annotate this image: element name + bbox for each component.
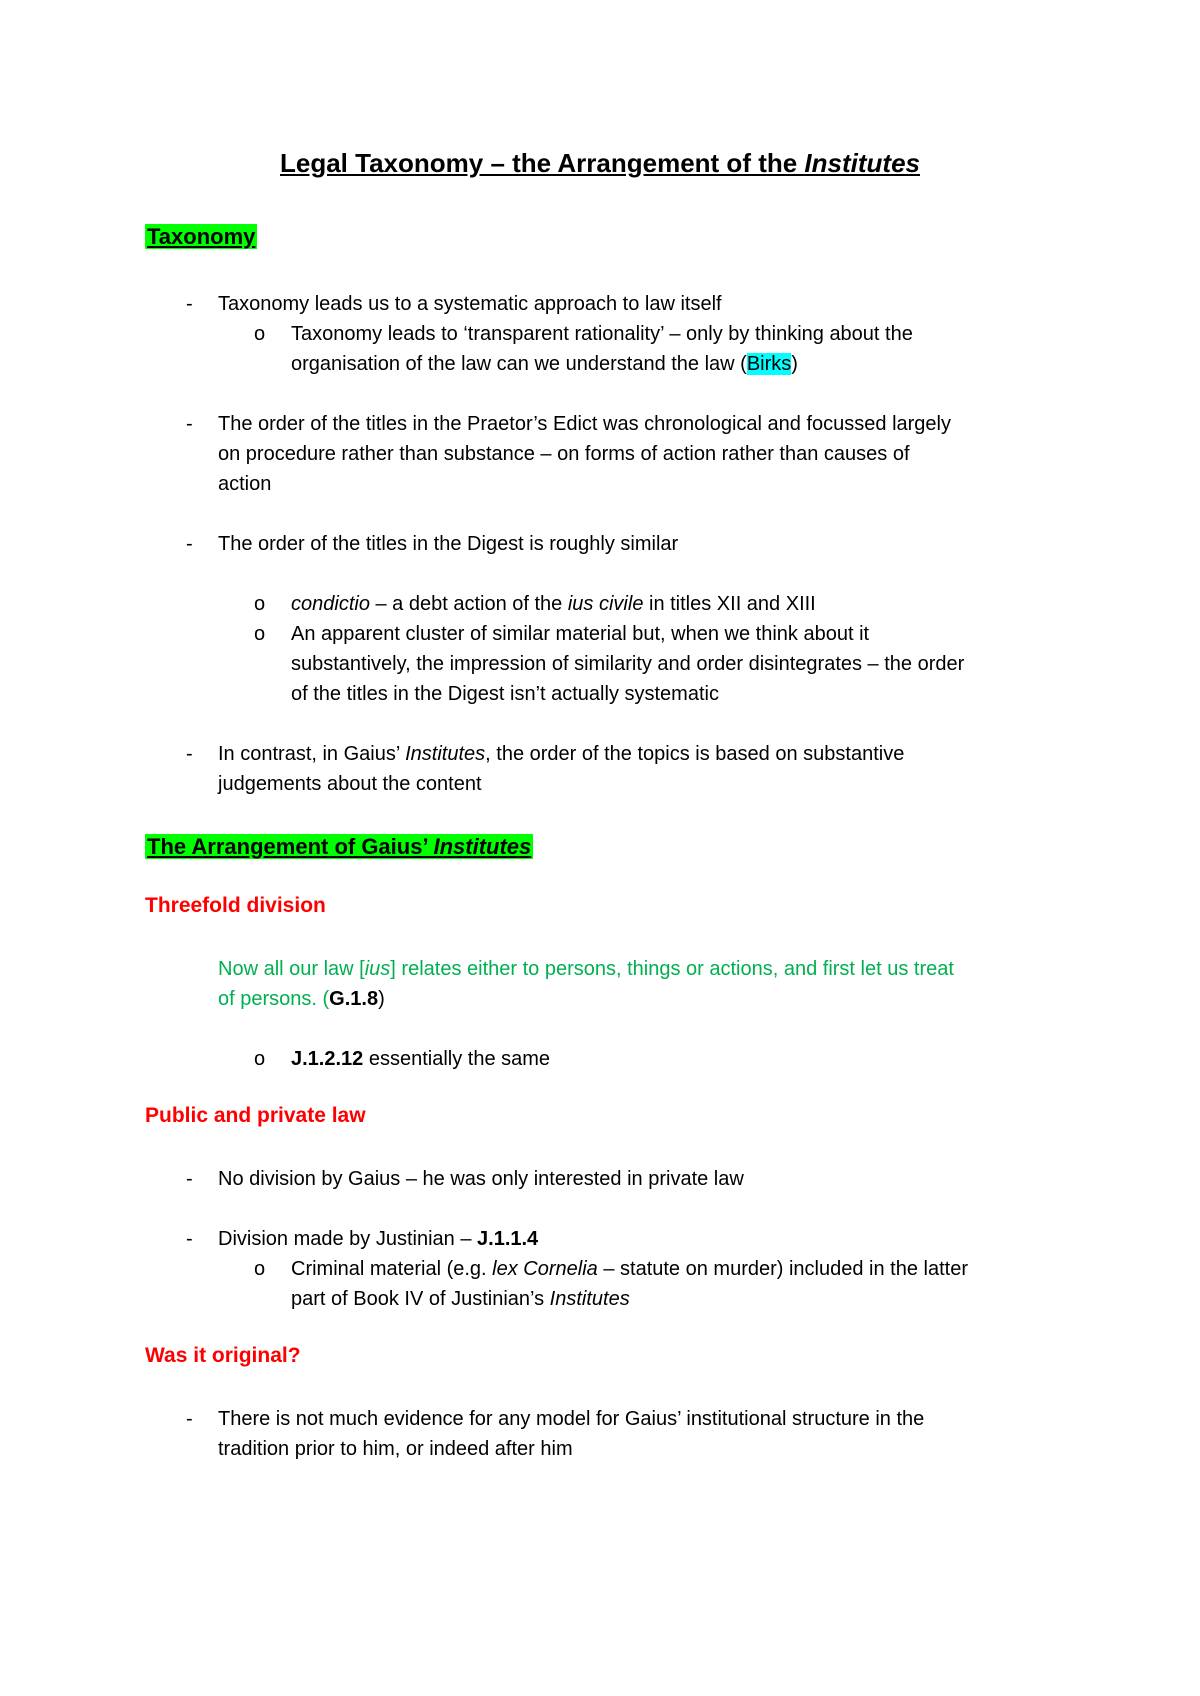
text-run: part of Book IV of Justinian’s <box>291 1288 550 1310</box>
dash-bullet: - <box>186 293 193 315</box>
sub-bullet-text <box>291 1284 630 1314</box>
subheading-public-private: Public and private law <box>145 1104 366 1127</box>
subheading-original: Was it original? <box>145 1344 301 1367</box>
text-run: In contrast, in Gaius’ <box>218 743 406 765</box>
sub-bullet-text: An apparent cluster of similar material but, when we think about it <box>291 623 870 645</box>
text-run: Institutes <box>405 743 486 765</box>
title-italic: Institutes <box>804 148 920 178</box>
sub-bullet-text: of the titles in the Digest isn’t actually systematic <box>291 683 719 705</box>
bullet-text: The order of the titles in the Praetor’s Edict was chronological and focussed largely <box>218 413 951 435</box>
bullet-text: The order of the titles in the Digest is roughly similar <box>218 533 679 555</box>
sub-bullet-text <box>291 1254 968 1284</box>
text-run: ius <box>364 958 391 980</box>
sub-bullet-text: Taxonomy leads to ‘transparent rationality’ – only by thinking about the <box>291 323 913 345</box>
text-run: of persons. ( <box>218 988 330 1010</box>
text-run: The Arrangement of Gaius’ <box>147 834 434 859</box>
bullet-text: judgements about the content <box>218 773 482 795</box>
text-run: – statute on murder) included in the latter <box>597 1258 968 1280</box>
circle-bullet: o <box>254 623 266 645</box>
bullet-text: Taxonomy leads us to a systematic approach to law itself <box>218 293 722 315</box>
citation: G.1.8 <box>329 988 379 1010</box>
bullet-text: action <box>218 473 272 495</box>
citation: J.1.2.12 <box>291 1048 364 1070</box>
circle-bullet: o <box>254 323 266 345</box>
dash-bullet: - <box>186 1168 193 1190</box>
text-run: essentially the same <box>363 1048 551 1070</box>
dash-bullet: - <box>186 1228 193 1250</box>
dash-bullet: - <box>186 1408 193 1430</box>
text-run: Institutes <box>549 1288 630 1310</box>
page-title <box>0 148 1200 179</box>
text-run: condictio <box>291 593 370 615</box>
text-run: Institutes <box>433 834 532 859</box>
dash-bullet: - <box>186 413 193 435</box>
sub-bullet-text <box>291 349 798 379</box>
highlight-birks: Birks <box>746 353 792 375</box>
dash-bullet: - <box>186 743 193 765</box>
text-run: organisation of the law can we understand the law ( <box>291 353 747 375</box>
bullet-text <box>218 1224 538 1254</box>
quote-text <box>218 954 954 984</box>
text-run: ) <box>791 353 798 375</box>
text-run: Division made by Justinian – <box>218 1228 478 1250</box>
circle-bullet: o <box>254 1048 266 1070</box>
sub-bullet-text <box>291 1044 550 1074</box>
bullet-text: on procedure rather than substance – on forms of action rather than causes of <box>218 443 910 465</box>
heading-taxonomy <box>145 224 257 250</box>
text-run: ius civile <box>567 593 644 615</box>
dash-bullet: - <box>186 533 193 555</box>
text-run: lex Cornelia <box>492 1258 598 1280</box>
bullet-text <box>218 739 904 769</box>
text-run: – a debt action of the <box>369 593 568 615</box>
text-run: ] relates either to persons, things or actions, and first let us treat <box>390 958 954 980</box>
citation: J.1.1.4 <box>477 1228 539 1250</box>
title-text: Legal Taxonomy – the Arrangement of the <box>280 148 805 178</box>
sub-bullet-text <box>291 589 816 619</box>
subheading-threefold: Threefold division <box>145 894 326 917</box>
text-run: in titles XII and XIII <box>643 593 816 615</box>
text-run: Now all our law [ <box>218 958 365 980</box>
circle-bullet: o <box>254 593 266 615</box>
circle-bullet: o <box>254 1258 266 1280</box>
sub-bullet-text: substantively, the impression of similarity and order disintegrates – the order <box>291 653 965 675</box>
bullet-text: tradition prior to him, or indeed after him <box>218 1438 573 1460</box>
heading-arrangement-text <box>145 834 533 859</box>
heading-arrangement <box>145 834 533 860</box>
quote-text <box>218 984 385 1014</box>
text-run: , the order of the topics is based on substantive <box>485 743 905 765</box>
heading-taxonomy-text: Taxonomy <box>147 224 256 249</box>
text-run: Criminal material (e.g. <box>291 1258 493 1280</box>
bullet-text: No division by Gaius – he was only interested in private law <box>218 1168 744 1190</box>
bullet-text: There is not much evidence for any model for Gaius’ institutional structure in the <box>218 1408 925 1430</box>
text-run: ) <box>378 988 385 1010</box>
